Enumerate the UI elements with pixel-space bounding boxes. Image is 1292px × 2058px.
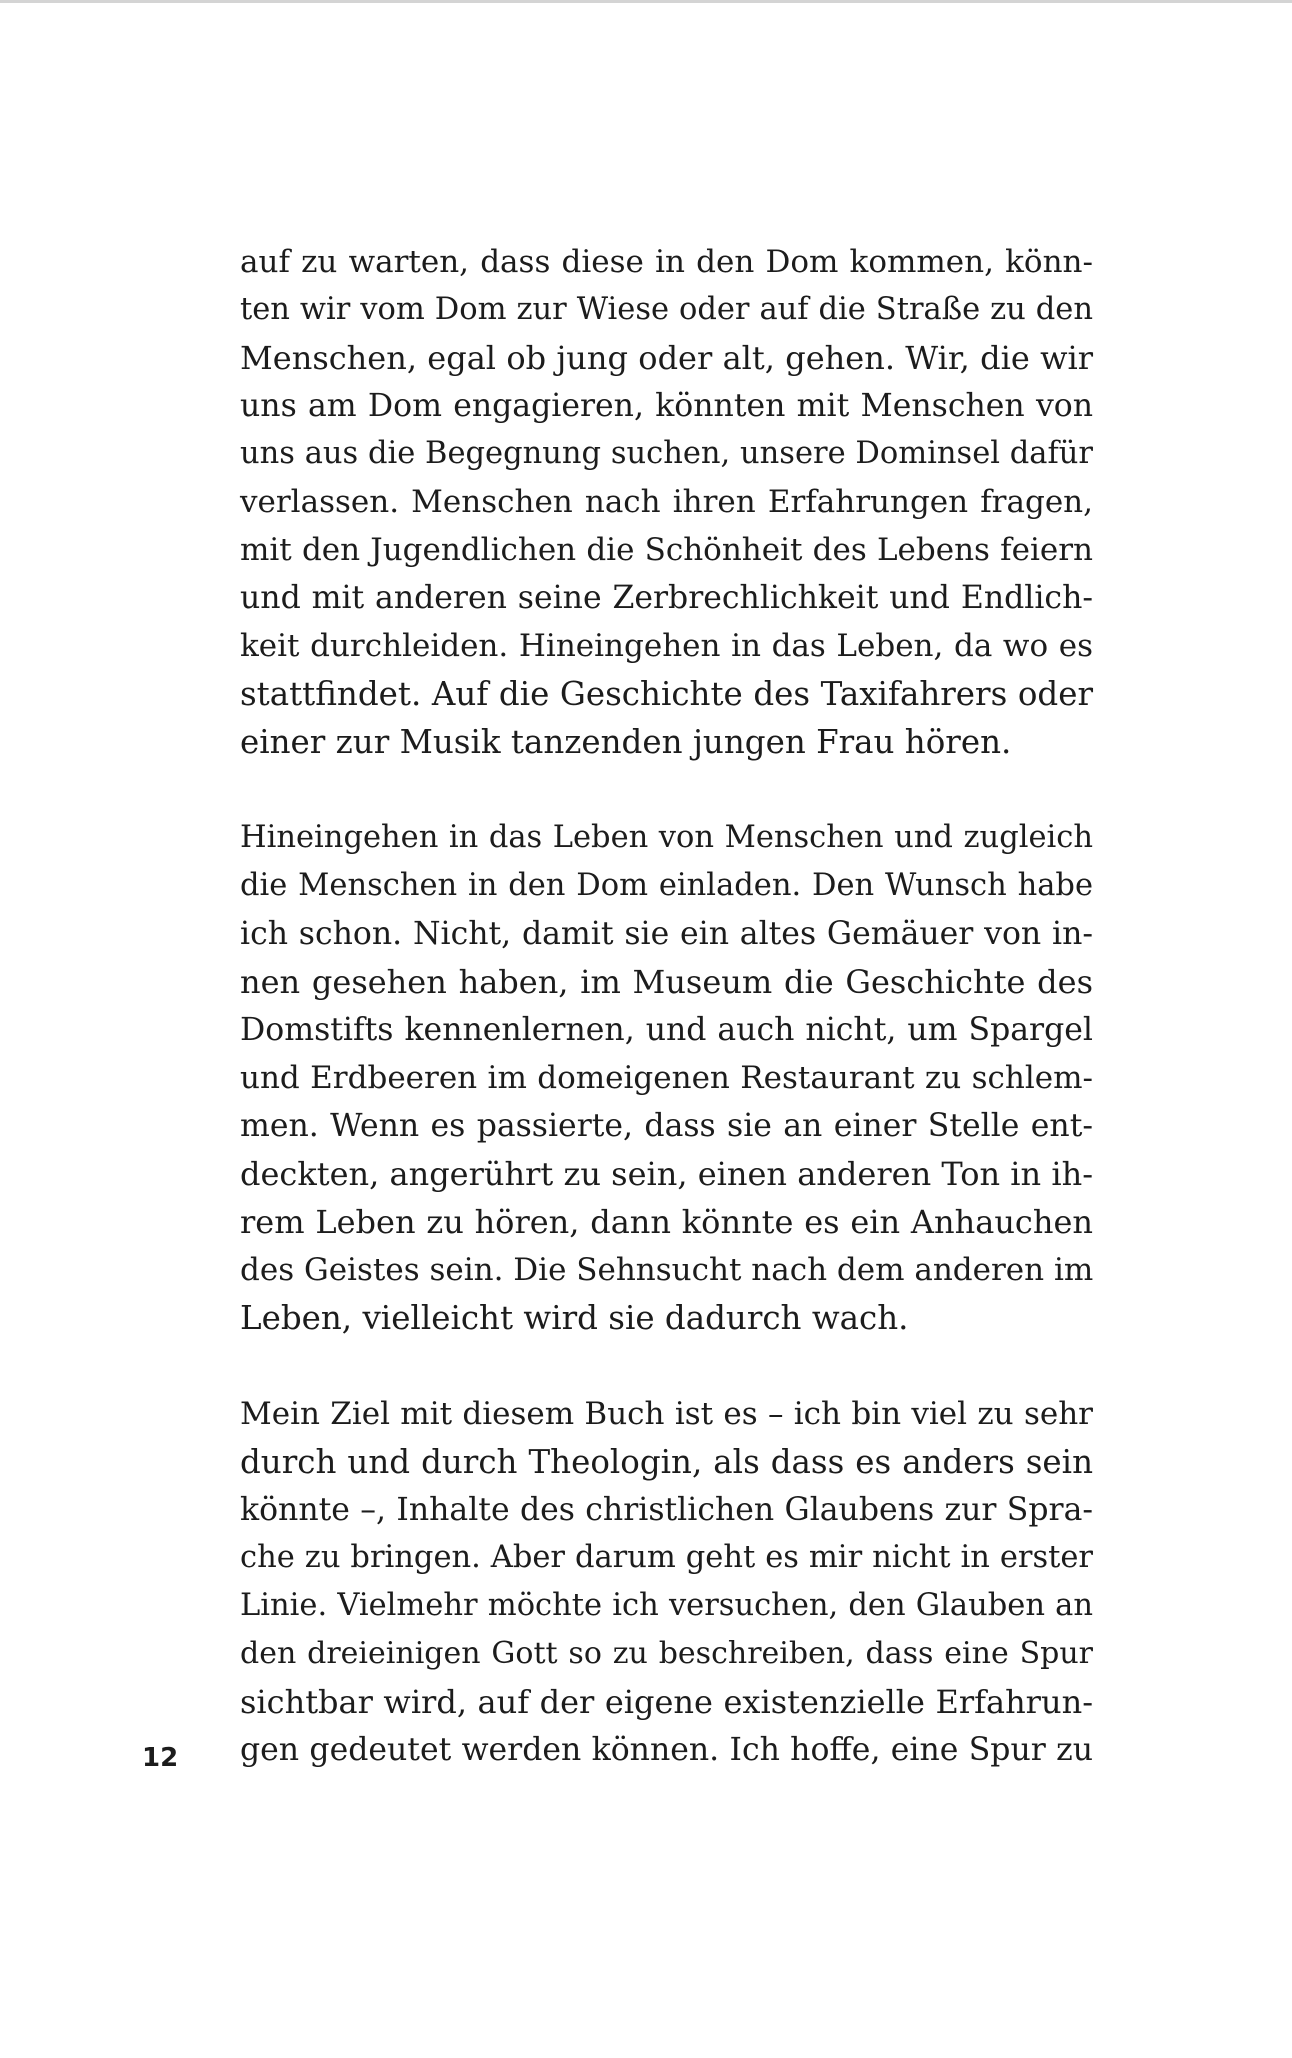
text-line: Hineingehen in das Leben von Menschen und zugleich [240,820,1093,855]
page-number: 12 [142,1743,179,1773]
text-line: durch und durch Theologin, als dass es anders sein [240,1443,1093,1481]
text-line: Linie. Vielmehr möchte ich versuchen, den Glauben an [240,1588,1093,1623]
text-line: und Erdbeeren im domeigenen Restaurant zu schlem- [240,1060,1093,1096]
text-line: den dreieinigen Gott so zu beschreiben, dass eine Spur [240,1636,1093,1671]
paragraph [240,1390,1093,1774]
text-line: stattfindet. Auf die Geschichte des Taxifahrers oder [240,675,1093,713]
text-line: sichtbar wird, auf der eigene existenzielle Erfahrun- [240,1683,1093,1721]
text-line: uns am Dom engagieren, könnten mit Menschen von [240,388,1093,424]
text-line: mit den Jugendlichen die Schönheit des Lebens feiern [240,532,1093,568]
body-text [240,238,1093,1822]
text-line: Domstifts kennenlernen, und auch nicht, um Spargel [240,1012,1093,1048]
text-line: Mein Ziel mit diesem Buch ist es – ich bin viel zu sehr [240,1396,1093,1432]
text-line: men. Wenn es passierte, dass sie an einer Stelle ent- [240,1108,1093,1144]
paragraph [240,814,1093,1342]
text-line: nen gesehen haben, im Museum die Geschichte des [240,963,1093,1001]
text-line: Leben, vielleicht wird sie dadurch wach. [240,1299,909,1337]
paragraph [240,238,1093,766]
text-line: auf zu warten, dass diese in den Dom kommen, könn- [240,244,1093,280]
text-line: verlassen. Menschen nach ihren Erfahrungen fragen, [240,484,1093,520]
text-line: Menschen, egal ob jung oder alt, gehen. Wir, die wir [240,339,1093,377]
text-line: deckten, angerührt zu sein, einen anderen Ton in ih- [240,1155,1093,1193]
text-line: rem Leben zu hören, dann könnte es ein Anhauchen [240,1203,1093,1241]
top-rule [0,0,1292,3]
text-line: einer zur Musik tanzenden jungen Frau hören. [240,723,1012,761]
text-line: gen gedeutet werden können. Ich hoffe, eine Spur zu [240,1732,1093,1768]
text-line: ich schon. Nicht, damit sie ein altes Gemäuer von in- [240,916,1093,952]
text-line: che zu bringen. Aber darum geht es mir nicht in erster [240,1540,1093,1575]
text-line: die Menschen in den Dom einladen. Den Wunsch habe [240,868,1093,903]
text-line: und mit anderen seine Zerbrechlichkeit und Endlich- [240,580,1093,616]
text-line: ten wir vom Dom zur Wiese oder auf die Straße zu den [240,292,1093,327]
text-line: keit durchleiden. Hineingehen in das Leben, da wo es [240,628,1093,664]
text-line: des Geistes sein. Die Sehnsucht nach dem anderen im [240,1252,1094,1288]
text-line: uns aus die Begegnung suchen, unsere Dominsel dafür [240,436,1093,471]
text-line: könnte –, Inhalte des christlichen Glaubens zur Spra- [240,1492,1093,1528]
